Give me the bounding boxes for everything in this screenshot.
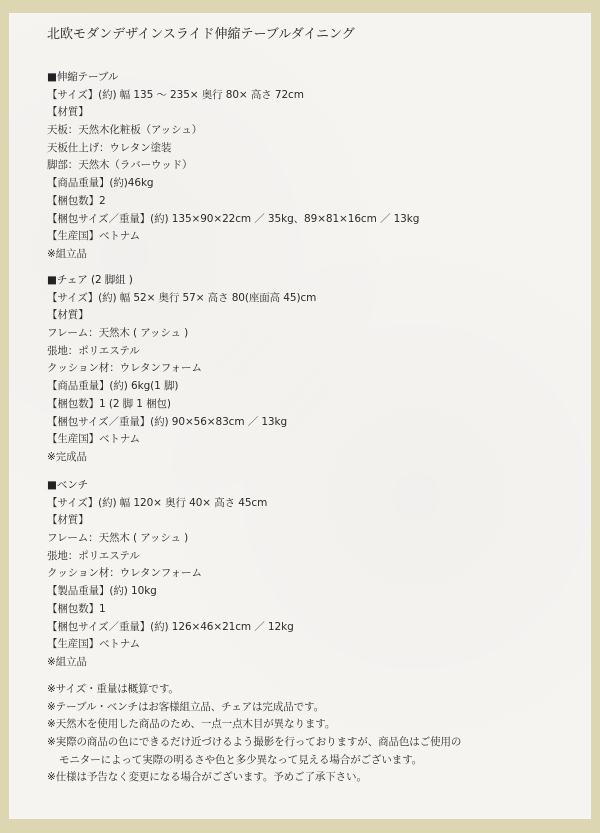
spec-line: 【製品重量】(約) 10kg (47, 585, 157, 598)
spec-line: 【梱包サイズ／重量】(約) 126×46×21cm ／ 12kg (47, 620, 294, 633)
spec-line: 【梱包数】1 (47, 602, 106, 615)
spec-line: 脚部：天然木（ラバーウッド） (47, 159, 193, 172)
spec-line: 【サイズ】(約) 幅 52× 奥行 57× 高さ 80(座面高 45)cm (47, 291, 317, 304)
spec-line: フレーム：天然木 ( アッシュ ) (47, 327, 189, 340)
spec-line: 【サイズ】(約) 幅 120× 奥行 40× 高さ 45cm (47, 496, 268, 509)
spec-line: 張地：ポリエステル (47, 344, 140, 357)
spec-line: 【梱包数】1 (2 脚 1 梱包) (47, 397, 171, 410)
spec-line: 天板：天然木化粧板（アッシュ） (47, 124, 203, 137)
spec-line: フレーム：天然木 ( アッシュ ) (47, 532, 189, 545)
note-line: モニターによって実際の明るさや色と多少異なって見える場合がございます。 (59, 753, 423, 766)
section-extending-table (47, 69, 419, 264)
spec-line: 【商品重量】(約) 6kg(1 脚) (47, 380, 179, 393)
spec-line: 【梱包サイズ／重量】(約) 90×56×83cm ／ 13kg (47, 415, 288, 428)
page-title: 北欧モダンデザインスライド伸縮テーブルダイニング (47, 27, 355, 42)
spec-line: ※組立品 (47, 247, 87, 260)
spec-line: ※完成品 (47, 450, 87, 463)
spec-line: ※組立品 (47, 655, 87, 668)
spec-line: 天板仕上げ：ウレタン塗装 (47, 141, 172, 154)
spec-line: 張地：ポリエステル (47, 549, 140, 562)
section-heading: ■伸縮テーブル (47, 71, 119, 83)
spec-line: 【生産国】ベトナム (47, 433, 141, 446)
note-line: ※実際の商品の色にできるだけ近づけるよう撮影を行っておりますが、商品色はご使用の (47, 736, 462, 749)
note-line: ※天然木を使用した商品のため、一点一点木目が異なります。 (47, 718, 336, 731)
spec-line: 【材質】 (47, 106, 89, 119)
section-chair (47, 272, 316, 467)
spec-line: 【商品重量】(約)46kg (47, 177, 154, 190)
spec-line: 【梱包サイズ／重量】(約) 135×90×22cm ／ 35kg、89×81×16cm ／ 13kg (47, 212, 420, 225)
spec-line: クッション材：ウレタンフォーム (47, 567, 202, 580)
spec-line: 【梱包数】2 (47, 194, 106, 207)
section-heading: ■ベンチ (47, 479, 89, 491)
spec-line: 【生産国】ベトナム (47, 638, 141, 651)
note-line: ※サイズ・重量は概算です。 (47, 683, 179, 695)
section-heading: ■チェア (2 脚組 ) (47, 274, 133, 286)
spec-line: 【生産国】ベトナム (47, 230, 141, 243)
note-line: ※テーブル・ベンチはお客様組立品、チェアは完成品です。 (47, 700, 324, 713)
note-line: ※仕様は予告なく変更になる場合がございます。予めご了承下さい。 (47, 771, 367, 784)
spec-line: 【サイズ】(約) 幅 135 ～ 235× 奥行 80× 高さ 72cm (47, 88, 304, 101)
spec-line: 【材質】 (47, 514, 89, 527)
spec-line: クッション材：ウレタンフォーム (47, 362, 202, 375)
spec-line: 【材質】 (47, 309, 89, 322)
notes-block (47, 681, 461, 787)
section-bench (47, 477, 294, 672)
